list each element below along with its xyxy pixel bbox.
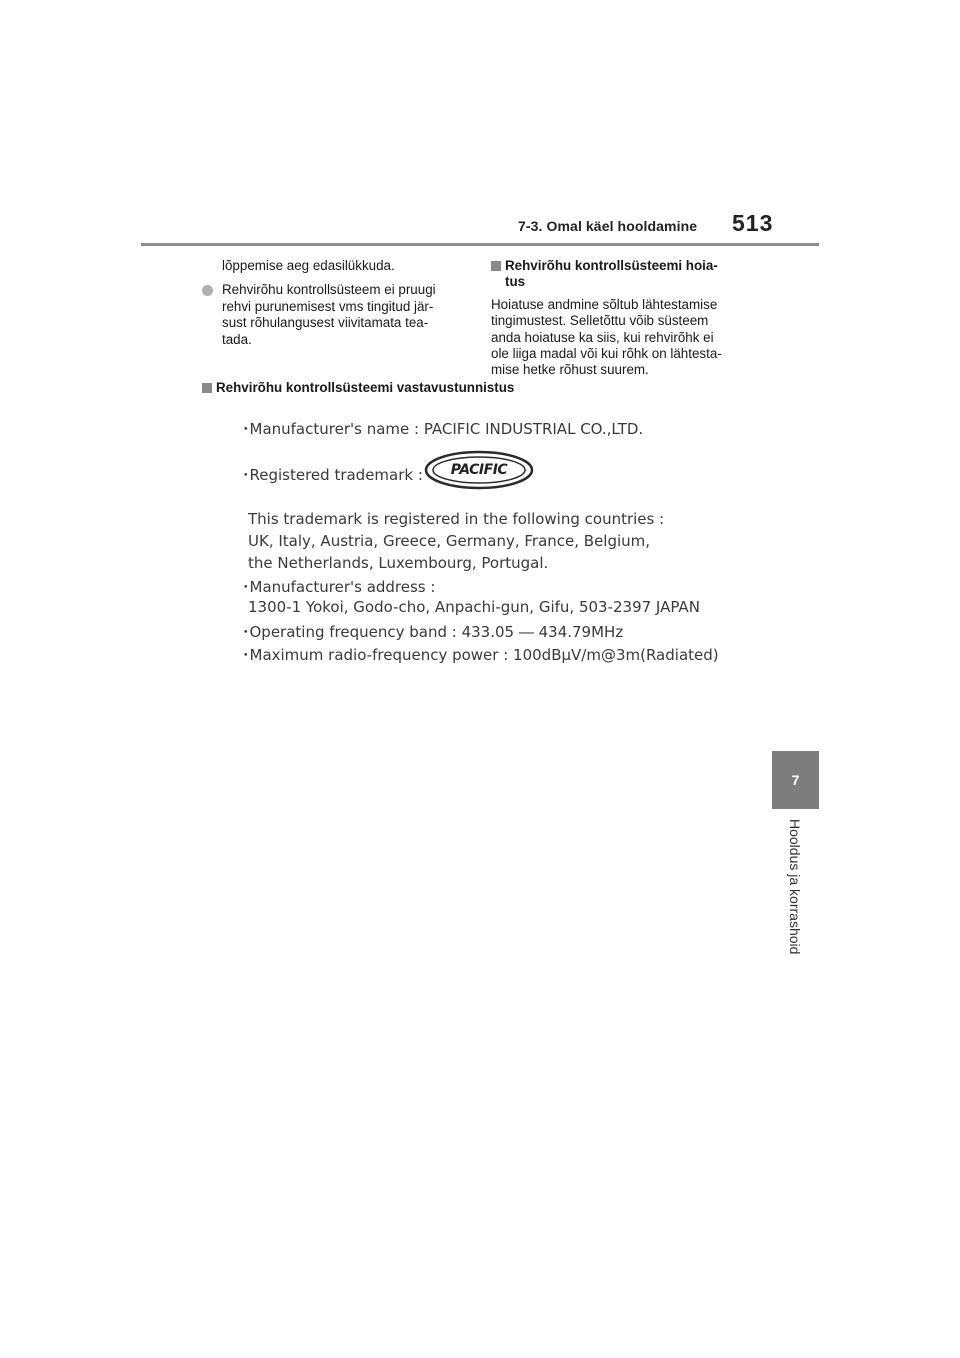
compliance-heading: Rehvirõhu kontrollsüsteemi vastavustunnistus — [216, 380, 515, 395]
chapter-tab: 7 — [772, 751, 819, 809]
max-power: ･Maximum radio-frequency power : 100dBμV/m@3m(Radiated) — [242, 646, 719, 664]
logo-text: PACIFIC — [450, 462, 508, 478]
header-section-title: 7-3. Omal käel hooldamine — [518, 218, 698, 234]
square-bullet-icon — [202, 383, 212, 393]
bullet-text: Rehvirõhu kontrollsüsteem ei pruugi rehvi purunemisest vms tingitud jär- sust rõhulangusest viivitamata tea- tada. — [222, 282, 436, 347]
manufacturer-name: ･Manufacturer's name : PACIFIC INDUSTRIAL CO.,LTD. — [242, 420, 644, 438]
countries-line-1: UK, Italy, Austria, Greece, Germany, France, Belgium, — [248, 532, 651, 550]
chapter-title: Hooldus ja korrashoid — [787, 819, 803, 955]
frequency-band: ･Operating frequency band : 433.05 ― 434.79MHz — [242, 623, 624, 641]
address-label: ･Manufacturer's address : — [242, 578, 436, 596]
bullet-dot-icon — [202, 285, 213, 296]
page-number: 513 — [732, 210, 774, 236]
trademark-label: ･Registered trademark : — [242, 466, 423, 484]
square-bullet-icon — [491, 261, 501, 271]
warning-heading: Rehvirõhu kontrollsüsteemi hoia- tus — [505, 258, 718, 290]
pacific-logo — [424, 450, 534, 490]
continuation-text: lõppemise aeg edasilükkuda. — [222, 258, 395, 273]
warning-paragraph: Hoiatuse andmine sõltub lähtestamise tingimustest. Selletõttu võib süsteem anda hoiatuse ka siis, kui rehvirõhk ei ole liiga madal või kui rõhk on lähtesta- mise hetke rõhust suurem. — [491, 296, 722, 378]
address: 1300-1 Yokoi, Godo-cho, Anpachi-gun, Gifu, 503-2397 JAPAN — [248, 598, 700, 616]
certificate-image — [238, 410, 758, 672]
countries-intro: This trademark is registered in the following countries : — [248, 510, 665, 528]
header-divider — [141, 243, 819, 246]
bullet-item — [202, 282, 460, 348]
countries-line-2: the Netherlands, Luxembourg, Portugal. — [248, 554, 549, 572]
left-column — [202, 258, 460, 348]
right-column — [491, 258, 753, 379]
compliance-heading-row — [202, 380, 514, 396]
warning-heading-row — [491, 258, 753, 291]
